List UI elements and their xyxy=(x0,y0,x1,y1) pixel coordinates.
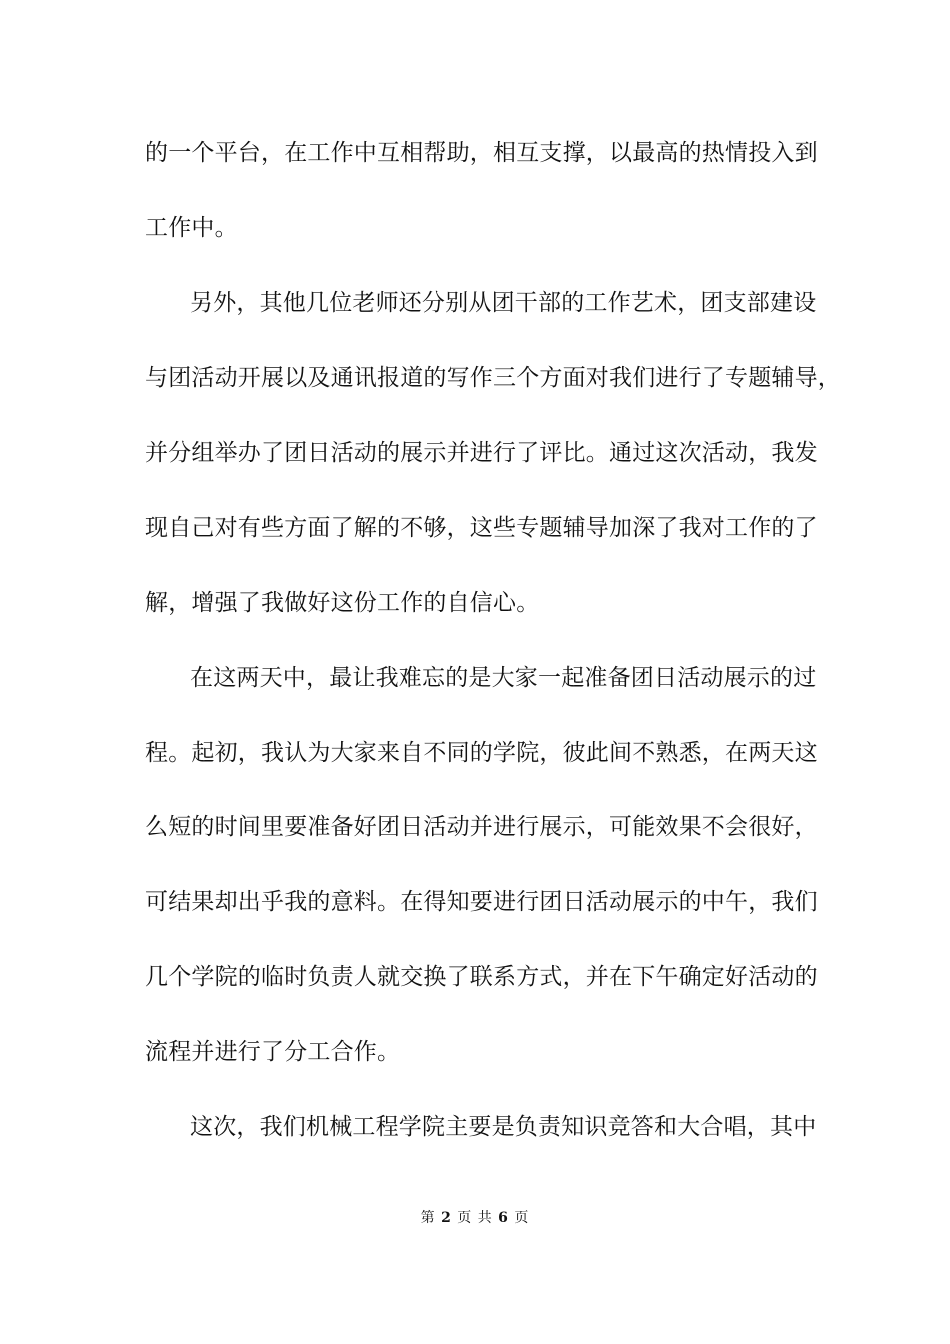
paragraph-start-line: 另外，其他几位老师还分别从团干部的工作艺术，团支部建设 xyxy=(190,290,817,316)
text-line: 并分组举办了团日活动的展示并进行了评比。通过这次活动，我发 xyxy=(145,440,818,466)
text-line: 么短的时间里要准备好团日活动并进行展示，可能效果不会很好， xyxy=(145,814,818,840)
text-line: 几个学院的临时负责人就交换了联系方式，并在下午确定好活动的 xyxy=(145,964,818,990)
text-line: 解，增强了我做好这份工作的自信心。 xyxy=(145,590,540,616)
paragraph-start-line: 在这两天中，最让我难忘的是大家一起准备团日活动展示的过 xyxy=(190,665,817,691)
footer-suffix: 页 xyxy=(514,1210,530,1226)
footer-middle: 页 共 xyxy=(457,1210,493,1226)
current-page-number: 2 xyxy=(441,1210,452,1226)
text-line: 流程并进行了分工合作。 xyxy=(145,1039,401,1065)
text-line: 程。起初，我认为大家来自不同的学院，彼此间不熟悉，在两天这 xyxy=(145,740,818,766)
text-line: 工作中。 xyxy=(145,215,238,241)
text-line: 可结果却出乎我的意料。在得知要进行团日活动展示的中午，我们 xyxy=(145,889,818,915)
text-line: 现自己对有些方面了解的不够，这些专题辅导加深了我对工作的了 xyxy=(145,515,818,541)
text-line: 与团活动开展以及通讯报道的写作三个方面对我们进行了专题辅导， xyxy=(145,365,841,391)
page-footer xyxy=(0,1208,950,1228)
footer-prefix: 第 xyxy=(420,1210,436,1226)
total-pages-number: 6 xyxy=(498,1210,509,1226)
text-line: 的一个平台，在工作中互相帮助，相互支撑，以最高的热情投入到 xyxy=(145,140,818,166)
paragraph-start-line: 这次，我们机械工程学院主要是负责知识竞答和大合唱，其中 xyxy=(190,1114,817,1140)
